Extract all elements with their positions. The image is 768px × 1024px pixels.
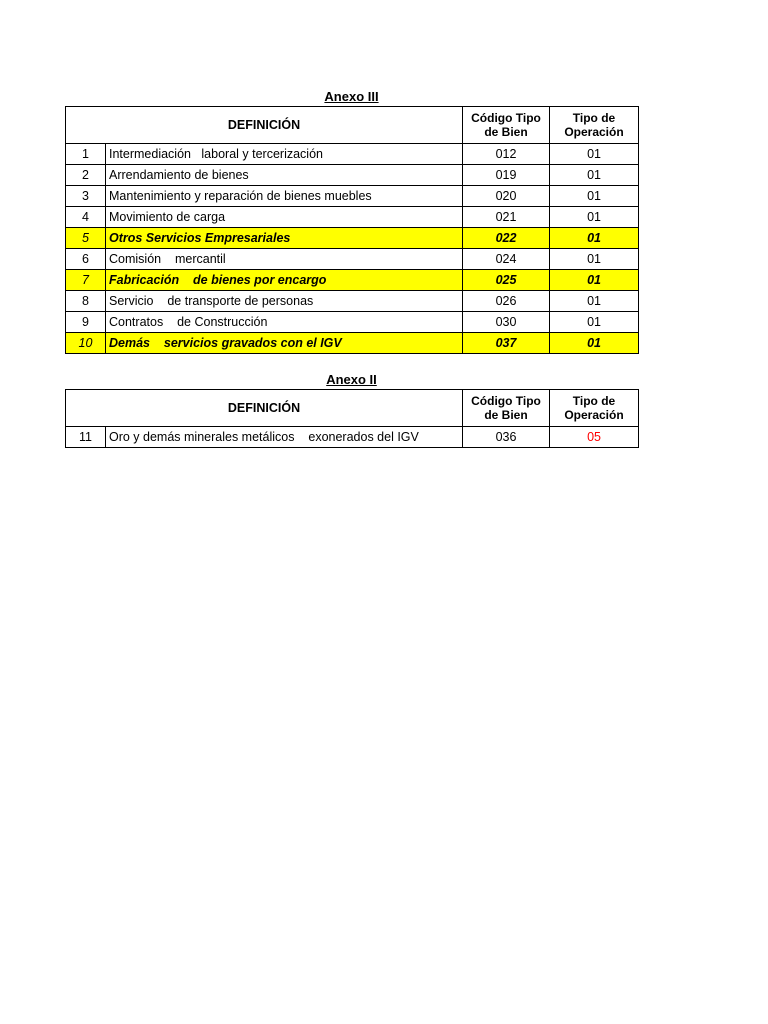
anexo-iii-table (65, 106, 639, 354)
table-row (66, 186, 639, 207)
row-definition: Movimiento de carga (106, 207, 463, 228)
anexo-iii-title: Anexo III (324, 89, 379, 104)
row-operation: 01 (550, 228, 639, 249)
table-row (66, 249, 639, 270)
row-definition: Fabricación de bienes por encargo (106, 270, 463, 291)
row-operation: 01 (550, 165, 639, 186)
row-definition: Comisión mercantil (106, 249, 463, 270)
code-header: Código Tipo de Bien (463, 107, 550, 144)
row-definition: Demás servicios gravados con el IGV (106, 333, 463, 354)
row-operation: 01 (550, 291, 639, 312)
table-row (66, 291, 639, 312)
header-row (66, 107, 639, 144)
row-operation: 05 (550, 427, 639, 448)
row-operation: 01 (550, 312, 639, 333)
row-number: 2 (66, 165, 106, 186)
row-number: 7 (66, 270, 106, 291)
row-operation: 01 (550, 144, 639, 165)
row-definition: Intermediación laboral y tercerización (106, 144, 463, 165)
row-operation: 01 (550, 333, 639, 354)
row-number: 4 (66, 207, 106, 228)
row-code: 026 (463, 291, 550, 312)
row-number: 11 (66, 427, 106, 448)
row-code: 025 (463, 270, 550, 291)
row-number: 8 (66, 291, 106, 312)
definition-header: DEFINICIÓN (66, 107, 463, 144)
table-row (66, 144, 639, 165)
header-row (66, 390, 639, 427)
row-number: 1 (66, 144, 106, 165)
operation-header: Tipo de Operación (550, 107, 639, 144)
row-number: 5 (66, 228, 106, 249)
row-operation: 01 (550, 186, 639, 207)
row-definition: Contratos de Construcción (106, 312, 463, 333)
row-definition: Oro y demás minerales metálicos exonerados del IGV (106, 427, 463, 448)
row-definition: Otros Servicios Empresariales (106, 228, 463, 249)
row-definition: Arrendamiento de bienes (106, 165, 463, 186)
table-row (66, 228, 639, 249)
table-row (66, 270, 639, 291)
table-row (66, 207, 639, 228)
row-definition: Servicio de transporte de personas (106, 291, 463, 312)
row-code: 036 (463, 427, 550, 448)
table-row (66, 165, 639, 186)
row-code: 021 (463, 207, 550, 228)
row-operation: 01 (550, 270, 639, 291)
code-header: Código Tipo de Bien (463, 390, 550, 427)
anexo-ii-title: Anexo II (326, 372, 377, 387)
definition-header: DEFINICIÓN (66, 390, 463, 427)
row-operation: 01 (550, 207, 639, 228)
table-row (66, 427, 639, 448)
row-code: 022 (463, 228, 550, 249)
row-code: 024 (463, 249, 550, 270)
anexo-ii-table (65, 389, 639, 448)
row-code: 030 (463, 312, 550, 333)
table-row (66, 333, 639, 354)
row-code: 037 (463, 333, 550, 354)
row-code: 012 (463, 144, 550, 165)
operation-header: Tipo de Operación (550, 390, 639, 427)
row-operation: 01 (550, 249, 639, 270)
row-definition: Mantenimiento y reparación de bienes muebles (106, 186, 463, 207)
row-code: 020 (463, 186, 550, 207)
row-number: 6 (66, 249, 106, 270)
row-number: 3 (66, 186, 106, 207)
table-row (66, 312, 639, 333)
row-number: 9 (66, 312, 106, 333)
row-number: 10 (66, 333, 106, 354)
row-code: 019 (463, 165, 550, 186)
